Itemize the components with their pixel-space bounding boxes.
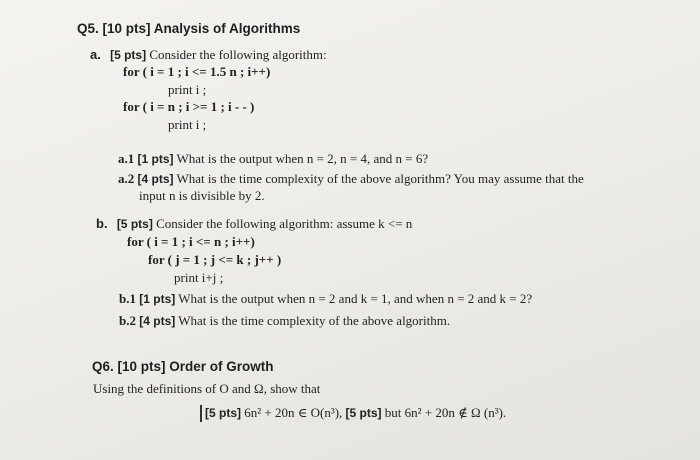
q5b2-line xyxy=(119,313,450,329)
q5a2-text-continued: input n is divisible by 2. xyxy=(139,188,265,203)
q5a1-line xyxy=(118,151,428,167)
q5a-code-line-4: print i ; xyxy=(168,117,207,132)
q5b1-label: b.1 xyxy=(119,291,136,306)
q5a2-text: What is the time complexity of the above algorithm? You may assume that the xyxy=(176,171,584,186)
q5b-pts: [5 pts] xyxy=(116,217,153,231)
q5b1-pts: [1 pts] xyxy=(139,292,176,306)
q5b2-pts: [4 pts] xyxy=(139,314,176,328)
q5a2-label: a.2 xyxy=(118,171,135,186)
q5b1-text: What is the output when n = 2 and k = 1, and when n = 2 and k = 2? xyxy=(178,291,533,306)
q5a1-label: a.1 xyxy=(118,151,135,166)
q6-statement-line xyxy=(205,405,506,421)
q5a1-pts: [1 pts] xyxy=(137,152,174,166)
q5b-code-line-2: for ( j = 1 ; j <= k ; j++ ) xyxy=(148,252,282,267)
q6-part1-expr: 6n² + 20n ∈ O(n³), xyxy=(244,405,343,420)
q5a-label: a. xyxy=(90,47,101,62)
q6-intro: Using the definitions of O and Ω, show that xyxy=(93,381,321,396)
q5b1-line xyxy=(119,291,532,307)
q6-part1-pts: [5 pts] xyxy=(205,406,241,420)
q5b-code-line-3: print i+j ; xyxy=(174,270,224,285)
q5a-pts: [5 pts] xyxy=(110,48,147,62)
q5b-code-line-1: for ( i = 1 ; i <= n ; i++) xyxy=(127,234,255,249)
q5b-label: b. xyxy=(96,216,108,231)
q5a-intro-line xyxy=(90,47,327,63)
q5a-code-line-3: for ( i = n ; i >= 1 ; i - - ) xyxy=(123,99,255,114)
q5a-code-line-1: for ( i = 1 ; i <= 1.5 n ; i++) xyxy=(123,64,271,79)
q5b2-label: b.2 xyxy=(119,313,136,328)
q5a2-line xyxy=(118,171,584,187)
q6-heading: Q6. [10 pts] Order of Growth xyxy=(92,359,274,374)
q5a2-pts: [4 pts] xyxy=(137,172,174,186)
q6-part2-expr: but 6n² + 20n ∉ Ω (n³). xyxy=(384,405,507,420)
q5a1-text: What is the output when n = 2, n = 4, and n = 6? xyxy=(176,151,429,166)
q5a-intro: Consider the following algorithm: xyxy=(149,47,327,62)
q5b2-text: What is the time complexity of the above algorithm. xyxy=(178,313,451,328)
q5b-intro: Consider the following algorithm: assume k <= n xyxy=(156,216,413,231)
q5-heading: Q5. [10 pts] Analysis of Algorithms xyxy=(77,21,301,36)
q6-part2-pts: [5 pts] xyxy=(345,406,382,420)
text-cursor-mark xyxy=(200,405,202,422)
q5a-code-line-2: print i ; xyxy=(168,82,207,97)
q5b-intro-line xyxy=(96,216,412,232)
